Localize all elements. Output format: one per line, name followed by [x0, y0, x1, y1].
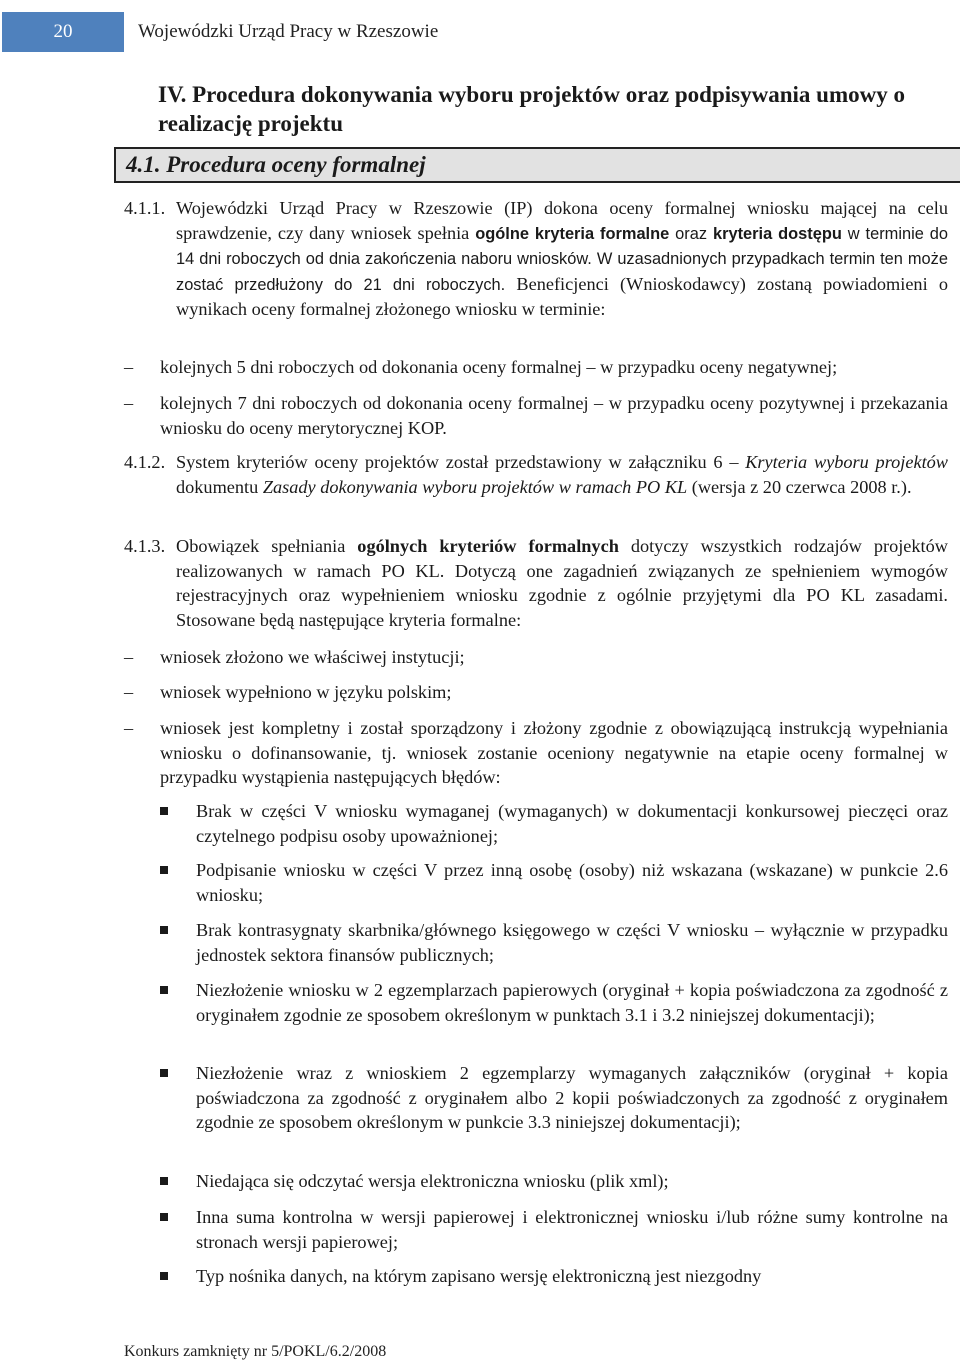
dash-list-item: – wniosek złożono we właściwej instytucji; — [124, 645, 948, 670]
dash-marker-icon: – — [124, 393, 134, 413]
dash-marker-icon: – — [124, 682, 134, 702]
square-bullet-icon — [160, 1272, 168, 1280]
square-bullet-icon — [160, 1213, 168, 1221]
square-bullet-icon — [160, 1069, 168, 1077]
header-organization: Wojewódzki Urząd Pracy w Rzeszowie — [138, 21, 439, 42]
section-title: IV. Procedura dokonywania wyboru projektów oraz podpisywania umowy o realizację projektu — [158, 82, 905, 136]
paragraph-text: System kryteriów oceny projektów został przedstawiony w załączniku 6 – Kryteria wyboru projektów dokumentu Zasady dokonywania wyboru projektów w ramach PO KL (wersja z 20 czerwca 2008 r.). — [176, 452, 948, 497]
page-footer: Konkurs zamknięty nr 5/POKL/6.2/2008 — [124, 1343, 387, 1360]
bullet-item: Niezłożenie wraz z wnioskiem 2 egzemplarzy wymaganych załączników (oryginał + kopia poświadczona za zgodność z oryginałem albo 2 kopii poświadczonych za zgodność z oryginałem zgodnie ze sposobem określonym w punkcie 3.3 niniejszej dokumentacji); — [160, 1061, 948, 1135]
paragraph-text: Wojewódzki Urząd Pracy w Rzeszowie (IP) dokona oceny formalnej wniosku mającej na celu sprawdzenie, czy dany wniosek spełnia ogólne kryteria formalne oraz kryteria dostępu w terminie do 14 dni roboczych od dnia zakończenia naboru wniosków. W uzasadnionych przypadkach termin ten może zostać przedłużony do 21 dni roboczych. Beneficjenci (Wnioskodawcy) zostaną powiadomieni o wynikach oceny formalnej złożonego wniosku w terminie: — [176, 198, 948, 319]
paragraph-4-1-3 — [124, 534, 948, 632]
bullet-item: Brak kontrasygnaty skarbnika/głównego księgowego w części V wniosku – wyłącznie w przypadku jednostek sektora finansów publicznych; — [160, 918, 948, 967]
page-number-badge: 20 — [2, 12, 124, 52]
dash-list-item: – kolejnych 7 dni roboczych od dokonania oceny formalnej – w przypadku oceny pozytywnej i przekazania wniosku do oceny merytorycznej KOP. — [124, 393, 948, 438]
square-bullet-icon — [160, 866, 168, 874]
dash-list-item: – kolejnych 5 dni roboczych od dokonania oceny formalnej – w przypadku oceny negatywnej; — [124, 355, 948, 380]
paragraph-4-1-1 — [124, 196, 948, 322]
paragraph-text: Obowiązek spełniania ogólnych kryteriów formalnych dotyczy wszystkich rodzajów projektów realizowanych w ramach PO KL. Dotyczą one zagadnień związanych ze spełnieniem wymogów rejestracyjnych oraz wypełnieniem wniosku zgodnie z ogólnie przyjętymi dla PO KL zasadami. Stosowane będą następujące kryteria formalne: — [176, 536, 948, 630]
bullet-item: Typ nośnika danych, na którym zapisano wersję elektroniczną jest niezgodny — [160, 1264, 948, 1289]
dash-list-item: – wniosek wypełniono w języku polskim; — [124, 680, 948, 705]
square-bullet-icon — [160, 807, 168, 815]
paragraph-number: 4.1.1. — [124, 198, 166, 218]
bullet-item: Brak w części V wniosku wymaganej (wymaganych) w dokumentacji konkursowej pieczęci oraz czytelnego podpisu osoby upoważnionej; — [160, 799, 948, 848]
page-header — [0, 12, 960, 52]
square-bullet-icon — [160, 986, 168, 994]
square-bullet-icon — [160, 1177, 168, 1185]
square-bullet-icon — [160, 926, 168, 934]
dash-list-item: – wniosek jest kompletny i został sporządzony i złożony zgodnie z obowiązującą instrukcją wypełniania wniosku o dofinansowanie, tj. wniosek zostanie oceniony negatywnie na etapie oceny formalnej w przypadku wystąpienia następujących błędów: — [124, 718, 948, 787]
bullet-item: Inna suma kontrolna w wersji papierowej i elektronicznej wniosku i/lub różne sumy kontrolne na stronach wersji papierowej; — [160, 1205, 948, 1254]
bullet-item: Niezłożenie wniosku w 2 egzemplarzach papierowych (oryginał + kopia poświadczona za zgodność z oryginałem zgodnie ze sposobem określonym w punktach 3.1 i 3.2 niniejszej dokumentacji); — [160, 978, 948, 1027]
dash-marker-icon: – — [124, 357, 134, 377]
subsection-title: 4.1. Procedura oceny formalnej — [114, 147, 960, 183]
paragraph-number: 4.1.2. — [124, 452, 166, 472]
paragraph-number: 4.1.3. — [124, 536, 166, 556]
bullet-item: Podpisanie wniosku w części V przez inną osobę (osoby) niż wskazana (wskazane) w punkcie 2.6 wniosku; — [160, 858, 948, 907]
dash-marker-icon: – — [124, 718, 134, 738]
paragraph-4-1-2 — [124, 450, 948, 499]
bullet-item: Niedająca się odczytać wersja elektroniczna wniosku (plik xml); — [160, 1169, 948, 1194]
dash-marker-icon: – — [124, 647, 134, 667]
